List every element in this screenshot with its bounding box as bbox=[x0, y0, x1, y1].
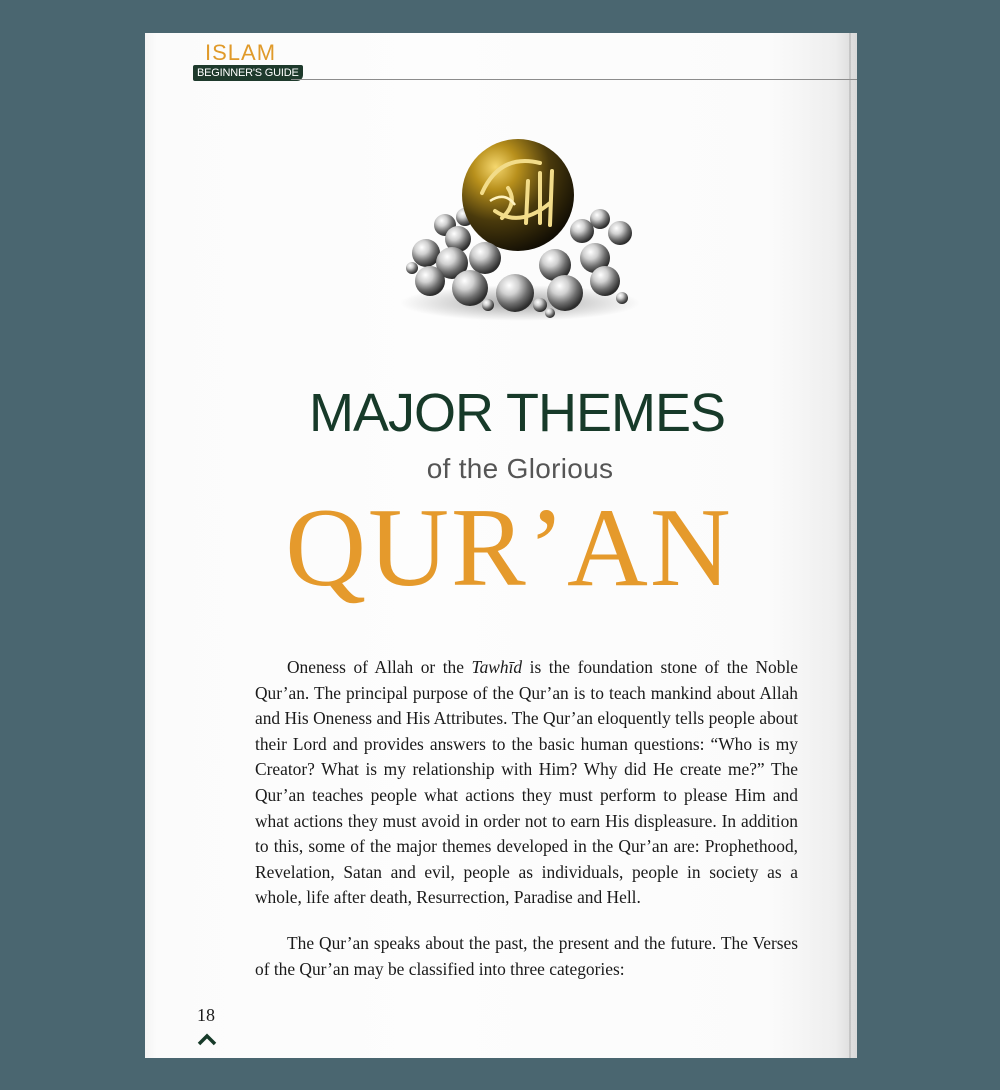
allahu-akbar-emblem-image bbox=[390, 133, 650, 323]
body-text bbox=[255, 655, 798, 982]
bleed-through-text bbox=[275, 228, 292, 297]
title-subtitle: of the Glorious bbox=[426, 453, 614, 484]
paragraph-text: is the foundation stone of the Noble Qur’an. The principal purpose of the Qur’an is to teach mankind about Allah and His Oneness and His Attributes. The Qur’an eloquently tells people about their Lord and provides answers to the basic human questions: “Who is my Creator? What is my relationship with Him? Why did He create me?” The Qur’an teaches people what actions they must perform to please Him and what actions they must avoid in order not to earn His displeasure. In addition to this, some of the major themes developed in the Qur’an are: Prophethood, Revelation, Satan and evil, people as individuals, people in society as a whole, life after death, Resurrection, Paradise and Hell. bbox=[255, 657, 798, 908]
title-major-themes: MAJOR THEMES bbox=[308, 383, 726, 443]
chevron-up-icon bbox=[197, 1032, 217, 1046]
italic-term: Tawhīd bbox=[471, 657, 523, 677]
paragraph-categories: The Qur’an speaks about the past, the present and the future. The Verses of the Qur’an may be classified into three categories: bbox=[255, 932, 798, 979]
page-number: 18 bbox=[197, 1005, 215, 1025]
logo-subtitle-badge: BEGINNER'S GUIDE bbox=[193, 65, 303, 81]
title-quran: QUR’AN bbox=[285, 486, 733, 610]
paragraph-tawhid bbox=[255, 655, 798, 911]
book-page bbox=[145, 33, 857, 1058]
logo-title: ISLAM bbox=[205, 40, 277, 65]
header-rule bbox=[291, 79, 857, 80]
book-header bbox=[193, 42, 853, 82]
paragraph-text: Oneness of Allah or the bbox=[287, 657, 472, 677]
